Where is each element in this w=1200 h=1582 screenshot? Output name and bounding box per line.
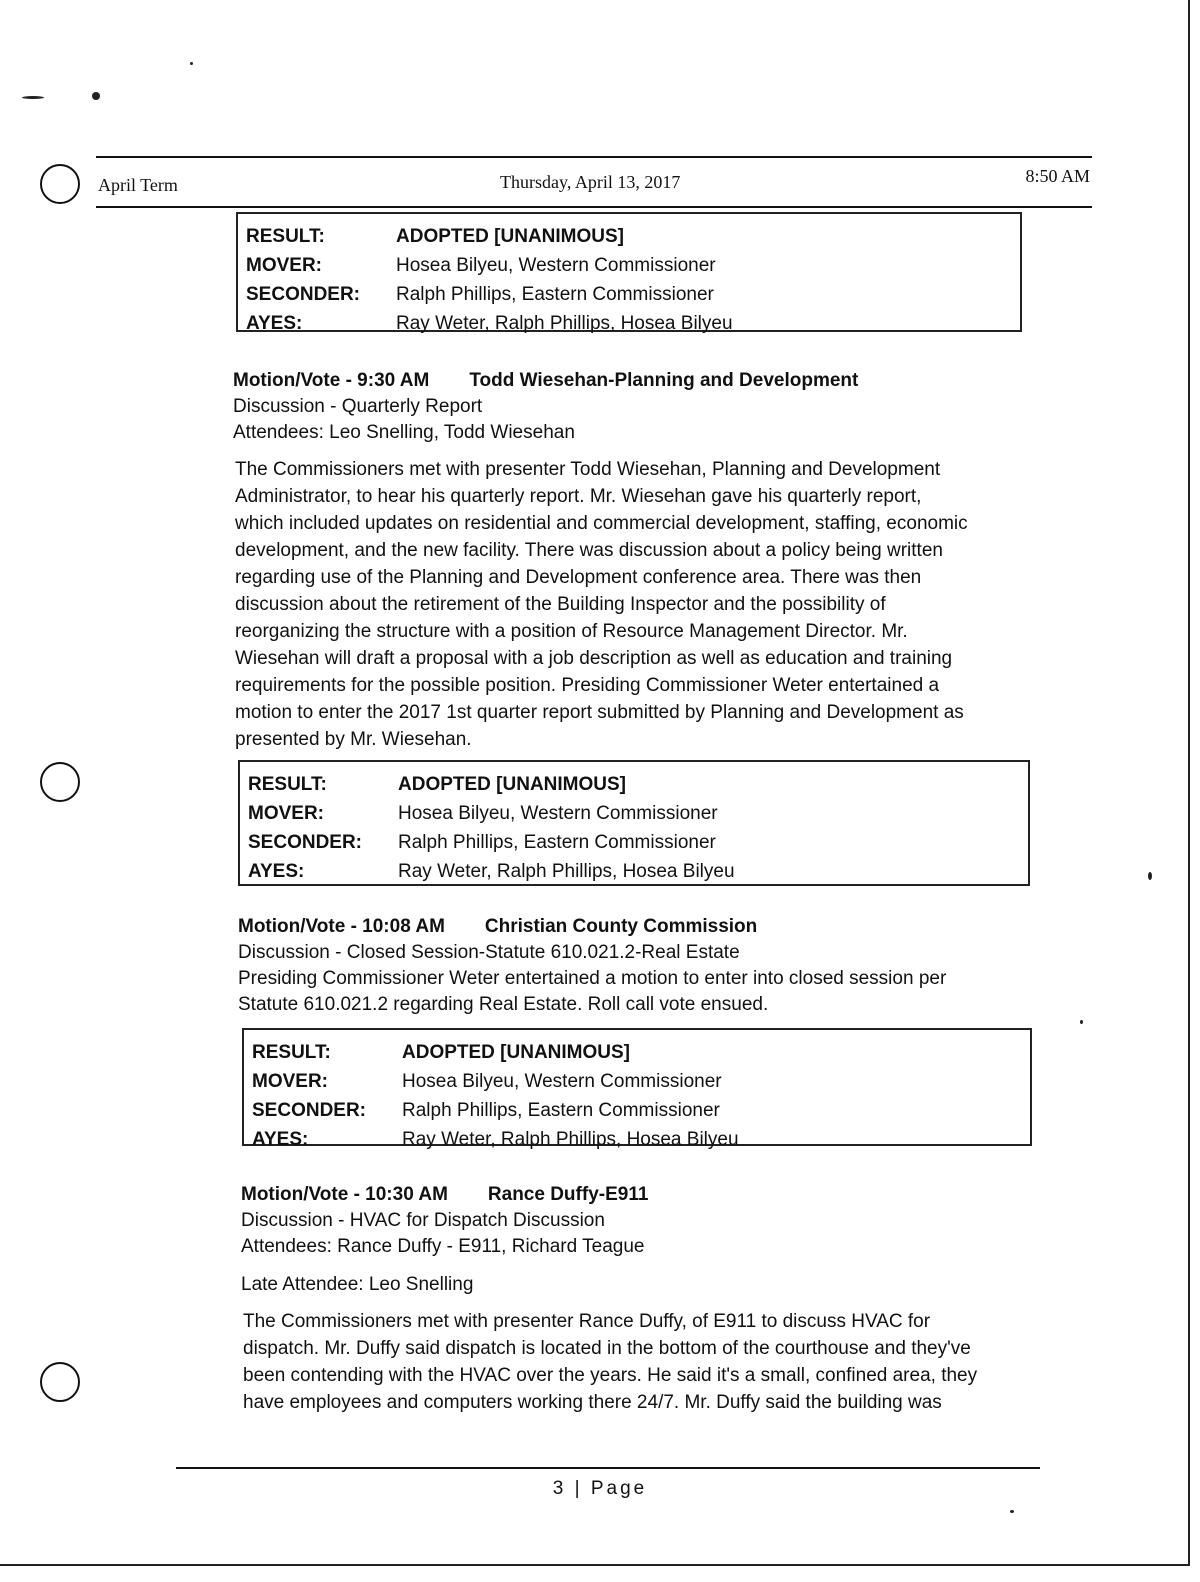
- motion-label: Motion/Vote - 9:30 AM: [233, 370, 430, 391]
- seconder-label: SECONDER:: [246, 283, 361, 305]
- scan-speck: [92, 92, 100, 100]
- body-line: dispatch. Mr. Duffy said dispatch is located in the bottom of the courthouse and they've: [243, 1338, 971, 1359]
- body-line: Statute 610.021.2 regarding Real Estate. Roll call vote ensued.: [238, 994, 769, 1015]
- body-line: been contending with the HVAC over the years. He said it's a small, confined area, they: [243, 1365, 978, 1386]
- vote-row-mover: [252, 1067, 1030, 1096]
- motion-title: Christian County Commission: [484, 916, 758, 937]
- motion-heading: [233, 368, 858, 394]
- motion-attendees: Attendees: Leo Snelling, Todd Wiesehan: [233, 422, 575, 443]
- motion-discussion: Discussion - HVAC for Dispatch Discussion: [241, 1210, 605, 1231]
- vote-row-mover: [248, 799, 1028, 828]
- vote-row-ayes: [248, 857, 1028, 886]
- motion-discussion: Discussion - Quarterly Report: [233, 396, 483, 417]
- result-value: ADOPTED [UNANIMOUS]: [396, 225, 624, 247]
- punch-hole: [40, 1362, 80, 1402]
- result-label: RESULT:: [248, 773, 327, 795]
- header-rule-bottom: [96, 206, 1092, 208]
- vote-row-mover: [246, 251, 1020, 280]
- ayes-label: AYES:: [252, 1128, 309, 1150]
- vote-row-result: [252, 1038, 1030, 1067]
- mover-value: Hosea Bilyeu, Western Commissioner: [402, 1070, 722, 1092]
- body-line: requirements for the possible position. Presiding Commissioner Weter entertained a: [235, 675, 940, 696]
- body-line: have employees and computers working there 24/7. Mr. Duffy said the building was: [243, 1392, 942, 1413]
- footer-rule: [176, 1467, 1040, 1469]
- body-line: Administrator, to hear his quarterly report. Mr. Wiesehan gave his quarterly report,: [235, 486, 922, 507]
- motion-label: Motion/Vote - 10:30 AM: [241, 1184, 448, 1205]
- motion-discussion: Discussion - Closed Session-Statute 610.021.2-Real Estate: [238, 942, 740, 963]
- body-line: discussion about the retirement of the Building Inspector and the possibility of: [235, 594, 886, 615]
- result-value: ADOPTED [UNANIMOUS]: [398, 773, 626, 795]
- body-line: development, and the new facility. There was discussion about a policy being written: [235, 540, 943, 561]
- seconder-value: Ralph Phillips, Eastern Commissioner: [402, 1099, 720, 1121]
- motion-heading: [241, 1182, 648, 1208]
- vote-row-result: [248, 770, 1028, 799]
- vote-row-result: [246, 222, 1020, 251]
- punch-hole: [40, 762, 80, 802]
- motion-section: [241, 1182, 648, 1298]
- body-line: which included updates on residential and commercial development, staffing, economic: [235, 513, 968, 534]
- body-line: reorganizing the structure with a position of Resource Management Director. Mr.: [235, 621, 908, 642]
- body-line: presented by Mr. Wiesehan.: [235, 729, 472, 750]
- body-line: Presiding Commissioner Weter entertained a motion to enter into closed session per: [238, 968, 947, 989]
- body-line: Wiesehan will draft a proposal with a job description as well as education and training: [235, 648, 953, 669]
- vote-row-seconder: [252, 1096, 1030, 1125]
- vote-result-box: [242, 1028, 1032, 1150]
- scan-speck: [1010, 1510, 1014, 1513]
- mover-label: MOVER:: [246, 254, 322, 276]
- scan-speck: [1080, 1020, 1083, 1024]
- motion-body: [243, 1308, 1043, 1416]
- result-label: RESULT:: [246, 225, 325, 247]
- motion-title: Todd Wiesehan-Planning and Development: [469, 370, 859, 391]
- ayes-value: Ray Weter, Ralph Phillips, Hosea Bilyeu: [402, 1128, 739, 1150]
- vote-result-box: [236, 212, 1022, 332]
- motion-body: [235, 456, 1035, 753]
- seconder-value: Ralph Phillips, Eastern Commissioner: [396, 283, 714, 305]
- ayes-label: AYES:: [248, 860, 305, 882]
- seconder-value: Ralph Phillips, Eastern Commissioner: [398, 831, 716, 853]
- header-rule-top: [96, 156, 1092, 158]
- motion-heading: [238, 914, 946, 940]
- motion-section: [233, 368, 858, 446]
- motion-section: [238, 914, 946, 1018]
- result-label: RESULT:: [252, 1041, 331, 1063]
- vote-row-seconder: [246, 280, 1020, 309]
- body-line: motion to enter the 2017 1st quarter report submitted by Planning and Development as: [235, 702, 964, 723]
- mover-value: Hosea Bilyeu, Western Commissioner: [396, 254, 716, 276]
- ayes-value: Ray Weter, Ralph Phillips, Hosea Bilyeu: [396, 312, 733, 334]
- vote-row-ayes: [246, 309, 1020, 338]
- body-line: The Commissioners met with presenter Rance Duffy, of E911 to discuss HVAC for: [243, 1311, 931, 1332]
- body-line: The Commissioners met with presenter Todd Wiesehan, Planning and Development: [235, 459, 941, 480]
- motion-title: Rance Duffy-E911: [487, 1184, 649, 1205]
- motion-late-attendee: Late Attendee: Leo Snelling: [241, 1274, 474, 1295]
- header-term: April Term: [98, 175, 178, 195]
- scan-speck: [22, 96, 44, 99]
- vote-row-ayes: [252, 1125, 1030, 1154]
- scan-speck: [190, 62, 193, 65]
- result-value: ADOPTED [UNANIMOUS]: [402, 1041, 630, 1063]
- header-time: 8:50 AM: [1025, 166, 1090, 186]
- ayes-label: AYES:: [246, 312, 303, 334]
- seconder-label: SECONDER:: [252, 1099, 367, 1121]
- vote-row-seconder: [248, 828, 1028, 857]
- punch-hole: [40, 164, 80, 204]
- page-number: 3 | Page: [552, 1478, 648, 1499]
- vote-result-box: [238, 760, 1030, 886]
- motion-attendees: Attendees: Rance Duffy - E911, Richard Teague: [241, 1236, 645, 1257]
- scan-speck: [1148, 872, 1152, 880]
- mover-label: MOVER:: [252, 1070, 328, 1092]
- mover-value: Hosea Bilyeu, Western Commissioner: [398, 802, 718, 824]
- ayes-value: Ray Weter, Ralph Phillips, Hosea Bilyeu: [398, 860, 735, 882]
- motion-label: Motion/Vote - 10:08 AM: [238, 916, 445, 937]
- body-line: regarding use of the Planning and Development conference area. There was then: [235, 567, 922, 588]
- seconder-label: SECONDER:: [248, 831, 363, 853]
- mover-label: MOVER:: [248, 802, 324, 824]
- header-date: Thursday, April 13, 2017: [500, 172, 681, 192]
